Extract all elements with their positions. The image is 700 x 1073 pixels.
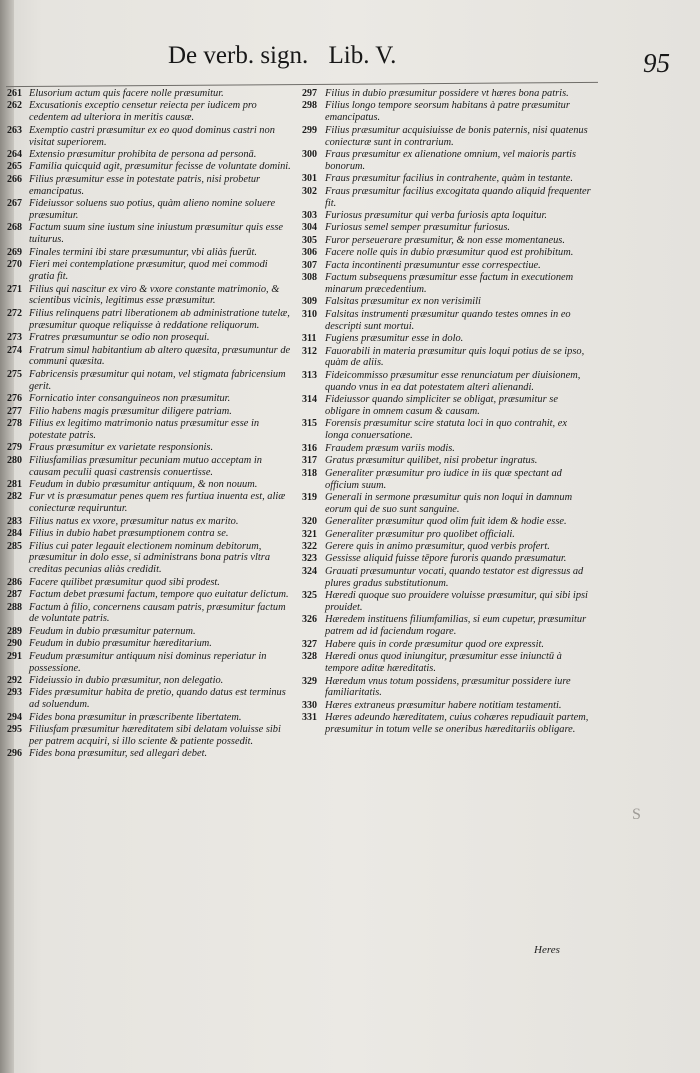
list-item [7, 198, 293, 222]
entry-number: 292 [7, 675, 22, 686]
entry-text: Fugiens præsumitur esse in dolo. [325, 333, 464, 345]
list-item [7, 149, 293, 161]
entry-text: Fraus præsumitur facilius in contrahente, quàm in testante. [325, 173, 573, 185]
list-item [302, 186, 592, 210]
list-item [7, 418, 293, 442]
entry-text: Feudum præsumitur antiquum nisi dominus reperiatur in possessione. [29, 650, 267, 674]
list-item [302, 173, 592, 185]
entry-number: 280 [7, 454, 22, 466]
entry-number: 328 [302, 651, 317, 663]
entry-number: 326 [302, 614, 317, 626]
entry-text: Gerere quis in animo præsumitur, quod verbis profert. [325, 541, 550, 553]
list-item [302, 125, 592, 149]
entry-number: 324 [302, 565, 317, 577]
entry-number: 275 [7, 368, 22, 380]
list-item [302, 210, 592, 222]
list-item [302, 88, 592, 100]
list-item [7, 174, 293, 198]
list-item [7, 259, 293, 283]
entry-text: Furor perseuerare præsumitur, & non esse momentaneus. [325, 234, 565, 246]
entry-number: 291 [7, 650, 22, 662]
entry-number: 288 [7, 601, 22, 613]
list-item [302, 247, 592, 259]
list-item [7, 369, 293, 393]
list-item [302, 676, 592, 700]
entry-number: 303 [302, 210, 317, 222]
entry-text: Fides bona præsumitur in præscribente libertatem. [29, 711, 242, 723]
entry-text: Factum à filio, concernens causam patris, præsumitur factum de voluntate patris. [29, 601, 286, 625]
entry-text: Facere quilibet præsumitur quod sibi prodest. [29, 576, 220, 588]
entry-number: 305 [302, 234, 317, 246]
catchword: Heres [534, 944, 560, 956]
list-item [302, 394, 592, 418]
entry-number: 271 [7, 283, 22, 295]
list-item [302, 309, 592, 333]
entry-text: Filius longo tempore seorsum habitans à patre præsumitur emancipatus. [325, 100, 570, 124]
entry-text: Feudum in dubio præsumitur hæreditarium. [29, 638, 212, 650]
entry-text: Filius præsumitur acquisiuisse de bonis paternis, nisi quatenus coniecturæ sunt in contrarium. [325, 124, 588, 148]
entry-number: 329 [302, 675, 317, 687]
entry-number: 320 [302, 516, 317, 528]
entry-number: 269 [7, 246, 22, 258]
entry-number: 310 [302, 308, 317, 320]
entry-text: Filius cui pater legauit electionem nominum debitorum, præsumitur in dolo esse, si administrans bona patris vltra creditas pecunias aliàs credidit. [29, 540, 271, 576]
list-item [7, 125, 293, 149]
list-item [302, 443, 592, 455]
entry-number: 307 [302, 259, 317, 271]
entry-number: 301 [302, 173, 317, 185]
list-item [7, 393, 293, 405]
entry-number: 278 [7, 417, 22, 429]
entry-text: Fides bona præsumitur, sed allegari debet. [29, 748, 208, 760]
list-item [302, 149, 592, 173]
entry-text: Fraudem præsum variis modis. [325, 442, 455, 454]
entry-number: 295 [7, 724, 22, 736]
entry-number: 282 [7, 491, 22, 503]
list-item [7, 748, 293, 760]
entry-text: Filius præsumitur esse in potestate patris, nisi probetur emancipatus. [29, 173, 261, 197]
entry-text: Gratus præsumitur quilibet, nisi probetur ingratus. [325, 455, 538, 467]
entry-text: Furiosus semel semper præsumitur furiosus. [325, 222, 511, 234]
list-item [302, 566, 592, 590]
list-item [7, 284, 293, 308]
list-item [302, 370, 592, 394]
list-item [302, 492, 592, 516]
list-item [7, 675, 293, 687]
list-item [302, 455, 592, 467]
entry-text: Filius relinquens patri liberationem ab administratione tutelæ, præsumitur quoque reliquisse à reddatione reliquorum. [29, 307, 290, 331]
list-item [302, 712, 592, 736]
entry-number: 319 [302, 491, 317, 503]
entry-number: 309 [302, 296, 317, 308]
entry-number: 270 [7, 259, 22, 271]
list-item [7, 455, 293, 479]
entry-text: Factum subsequens præsumitur esse factum in executionem minarum præcedentium. [325, 272, 574, 295]
entry-text: Fratres præsumuntur se odio non prosequi. [29, 332, 210, 344]
entry-text: Forensis præsumitur scire statuta loci in quo contrahit, ex longa conuersatione. [325, 418, 567, 442]
entry-number: 317 [302, 455, 317, 467]
entry-number: 267 [7, 198, 22, 210]
entry-text: Fratrum simul habitantium ab altero quæsita, præsumuntur de communi quæsita. [29, 344, 291, 368]
list-item [302, 651, 592, 675]
entry-number: 296 [7, 748, 22, 760]
list-item [7, 222, 293, 246]
list-item [302, 346, 592, 370]
entry-text: Hæredi quoque suo prouidere voluisse præsumitur, qui sibi ipsi prouidet. [325, 590, 588, 614]
entry-text: Fides præsumitur habita de pretio, quando datus est terminus ad soluendum. [29, 687, 286, 711]
list-item [7, 516, 293, 528]
header-rule [6, 82, 598, 87]
list-item [7, 479, 293, 491]
list-item [302, 418, 592, 442]
entry-number: 300 [302, 149, 317, 161]
entry-text: Fornicatio inter consanguineos non præsumitur. [29, 393, 231, 405]
list-item [7, 724, 293, 748]
entry-text: Habere quis in corde præsumitur quod ore expressit. [325, 638, 544, 650]
list-item [7, 541, 293, 577]
entry-text: Familia quicquid agit, præsumitur fecisse de voluntate domini. [29, 161, 291, 173]
entry-number: 302 [302, 185, 317, 197]
entry-text: Filius in dubio habet præsumptionem contra se. [29, 528, 229, 540]
entry-number: 327 [302, 638, 317, 650]
list-item [7, 528, 293, 540]
list-item [302, 468, 592, 492]
entry-number: 331 [302, 712, 317, 724]
entry-text: Hæredem instituens filiumfamilias, si eum cupetur, præsumitur patrem ad id faciendum rogare. [325, 614, 587, 638]
entry-text: Filiusfam præsumitur hæreditatem sibi delatam voluisse sibi per patrem acquiri, si illo sciente & patiente possedit. [29, 724, 281, 748]
list-item [302, 529, 592, 541]
entry-number: 293 [7, 687, 22, 699]
entry-text: Filio habens magis præsumitur diligere patriam. [29, 405, 232, 417]
entry-number: 322 [302, 541, 317, 553]
entry-number: 289 [7, 625, 22, 637]
list-item [7, 626, 293, 638]
entry-text: Hæres extraneus præsumitur habere notitiam testamenti. [325, 699, 562, 711]
entry-number: 261 [7, 88, 22, 99]
entry-number: 297 [302, 88, 317, 99]
entry-text: Fraus præsumitur facilius excogitata quando aliquid frequenter fit. [325, 185, 591, 209]
list-item [302, 100, 592, 124]
entry-text: Fideiussio in dubio præsumitur, non delegatio. [29, 675, 224, 686]
entry-text: Feudum in dubio præsumitur paternum. [29, 625, 196, 637]
entry-text: Extensio præsumitur prohibita de persona ad personā. [29, 149, 257, 161]
entry-number: 262 [7, 100, 22, 112]
entry-text: Fieri mei contemplatione præsumitur, quod mei commodi gratia fit. [29, 259, 268, 283]
entry-number: 312 [302, 345, 317, 357]
entry-number: 314 [302, 394, 317, 406]
entry-number: 285 [7, 540, 22, 552]
entry-text: Facere nolle quis in dubio præsumitur quod est prohibitum. [325, 247, 574, 259]
list-item [302, 639, 592, 651]
list-item [7, 712, 293, 724]
entry-number: 330 [302, 699, 317, 711]
list-item [7, 332, 293, 344]
left-column [7, 88, 293, 761]
entry-number: 311 [302, 333, 317, 345]
list-item [7, 247, 293, 259]
entry-text: Fauorabili in materia præsumitur quis loqui potius de se ipso, quàm de aliis. [325, 345, 585, 369]
entry-number: 274 [7, 344, 22, 356]
list-item [302, 614, 592, 638]
entry-text: Fraus præsumitur ex varietate responsionis. [29, 442, 214, 454]
entry-text: Filiusfamilias præsumitur pecuniam mutuo acceptam in causam peculii quasi castrensis conuertisse. [29, 454, 262, 478]
entry-text: Factum debet præsumi factum, tempore quo euitatur delictum. [29, 589, 289, 601]
entry-number: 268 [7, 222, 22, 234]
entry-number: 273 [7, 332, 22, 344]
entry-number: 325 [302, 590, 317, 602]
entry-number: 298 [302, 100, 317, 112]
entry-text: Fideiussor soluens suo potius, quàm alieno nomine soluere præsumitur. [29, 198, 276, 222]
entry-number: 315 [302, 418, 317, 430]
entry-text: Filius natus ex vxore, præsumitur natus ex marito. [29, 515, 239, 527]
entry-number: 323 [302, 553, 317, 565]
entry-text: Filius ex legitimo matrimonio natus præsumitur esse in potestate patris. [29, 417, 260, 441]
right-column [302, 88, 592, 737]
entry-number: 321 [302, 528, 317, 540]
entry-number: 279 [7, 442, 22, 454]
entry-number: 316 [302, 442, 317, 454]
entry-text: Furiosus præsumitur qui verba furiosis apta loquitur. [325, 210, 547, 222]
entry-number: 290 [7, 638, 22, 650]
entry-number: 264 [7, 149, 22, 161]
list-item [302, 541, 592, 553]
entry-number: 294 [7, 711, 22, 723]
list-item [302, 516, 592, 528]
list-item [7, 345, 293, 369]
entry-number: 283 [7, 515, 22, 527]
entry-text: Fideiussor quando simpliciter se obligat, præsumitur se obligare in omnem casum & causam. [325, 394, 558, 418]
list-item [302, 260, 592, 272]
list-item [7, 100, 293, 124]
entry-number: 266 [7, 173, 22, 185]
entry-text: Falsitas præsumitur ex non verisimili [325, 296, 481, 308]
list-item [7, 651, 293, 675]
entry-text: Feudum in dubio præsumitur antiquum, & non nouum. [29, 479, 258, 490]
running-header [168, 42, 670, 82]
entry-text: Elusorium actum quis facere nolle præsumitur. [29, 88, 224, 99]
entry-number: 308 [302, 272, 317, 284]
list-item [7, 161, 293, 173]
entry-number: 306 [302, 247, 317, 259]
entry-number: 299 [302, 124, 317, 136]
running-title-right: Lib. V. [328, 42, 397, 69]
entry-number: 287 [7, 589, 22, 601]
list-item [302, 235, 592, 247]
entry-number: 276 [7, 393, 22, 405]
list-item [7, 589, 293, 601]
entry-text: Filius in dubio præsumitur possidere vt hæres bona patris. [325, 88, 569, 99]
entry-text: Facta incontinenti præsumuntur esse correspectiue. [325, 259, 541, 271]
entry-text: Fraus præsumitur ex alienatione omnium, vel maioris partis bonorum. [325, 149, 577, 172]
list-item [302, 333, 592, 345]
entry-text: Finales termini ibi stare præsumuntur, vbi aliàs fuerūt. [29, 246, 257, 258]
entry-number: 318 [302, 467, 317, 479]
list-item [302, 272, 592, 296]
list-item [302, 553, 592, 565]
list-item [7, 687, 293, 711]
margin-mark: S [632, 806, 641, 823]
entry-text: Grauati præsumuntur vocati, quando testator est digressus ad plures gradus substitutionum. [325, 565, 584, 589]
entry-number: 265 [7, 161, 22, 173]
entry-number: 277 [7, 405, 22, 417]
list-item [7, 308, 293, 332]
list-item [7, 88, 293, 100]
entry-number: 272 [7, 307, 22, 319]
list-item [7, 491, 293, 515]
entry-text: Falsitas instrumenti præsumitur quando testes omnes in eo descripti sunt mortui. [325, 308, 571, 332]
entry-number: 304 [302, 222, 317, 234]
list-item [302, 700, 592, 712]
entry-text: Generali in sermone præsumitur quis non loqui in damnum eorum qui de suo sunt sanguine. [325, 491, 573, 515]
entry-text: Fideicommisso præsumitur esse renunciatum per diuisionem, quando vnus in ea dat potestatem alteri alienandi. [325, 369, 581, 393]
entry-number: 284 [7, 528, 22, 540]
entry-text: Hæredum vnus totum possidens, præsumitur possidere iure familiaritatis. [325, 675, 571, 699]
entry-text: Generaliter præsumitur pro quolibet officiali. [325, 528, 515, 540]
running-title [168, 42, 410, 70]
entry-number: 286 [7, 576, 22, 588]
page-number: 95 [643, 48, 670, 78]
entry-text: Excusationis exceptio censetur reiecta per iudicem pro cedentem ad ulteriora in meritis causæ. [29, 100, 257, 124]
entry-text: Exemptio castri præsumitur ex eo quod dominus castri non visitat superiorem. [29, 124, 275, 148]
entry-text: Fabricensis præsumitur qui notam, vel stigmata fabricensium gerit. [29, 368, 286, 392]
entry-text: Gessisse aliquid fuisse tēpore furoris quando præsumatur. [325, 553, 567, 565]
entry-text: Hæredi onus quod iniungitur, præsumitur esse iniunctū à tempore aditæ hæreditatis. [325, 651, 562, 675]
entry-number: 313 [302, 369, 317, 381]
list-item [302, 296, 592, 308]
list-item [302, 590, 592, 614]
list-item [7, 602, 293, 626]
entry-text: Factum suum sine iustum sine iniustum præsumitur quis esse tuiturus. [29, 222, 283, 246]
entry-number: 263 [7, 124, 22, 136]
list-item [302, 222, 592, 234]
entry-text: Hæres adeundo hæreditatem, cuius cohæres repudiauit partem, præsumitur in totum velle se oneribus hæreditariis obligare. [325, 712, 589, 736]
list-item [7, 442, 293, 454]
entry-text: Generaliter præsumitur quod olim fuit idem & hodie esse. [325, 516, 567, 528]
entry-text: Filius qui nascitur ex viro & vxore constante matrimonio, & scientibus vicinis, legitimus esse præsumitur. [29, 283, 280, 307]
list-item [7, 638, 293, 650]
list-item [7, 406, 293, 418]
list-item [7, 577, 293, 589]
entry-text: Generaliter præsumitur pro iudice in iis quæ spectant ad officium suum. [325, 467, 562, 491]
entry-text: Fur vt is præsumatur penes quem res furtiua inuenta est, aliæ coniecturæ requiruntur. [29, 491, 286, 515]
entry-number: 281 [7, 479, 22, 490]
running-title-left: De verb. sign. [168, 42, 309, 69]
